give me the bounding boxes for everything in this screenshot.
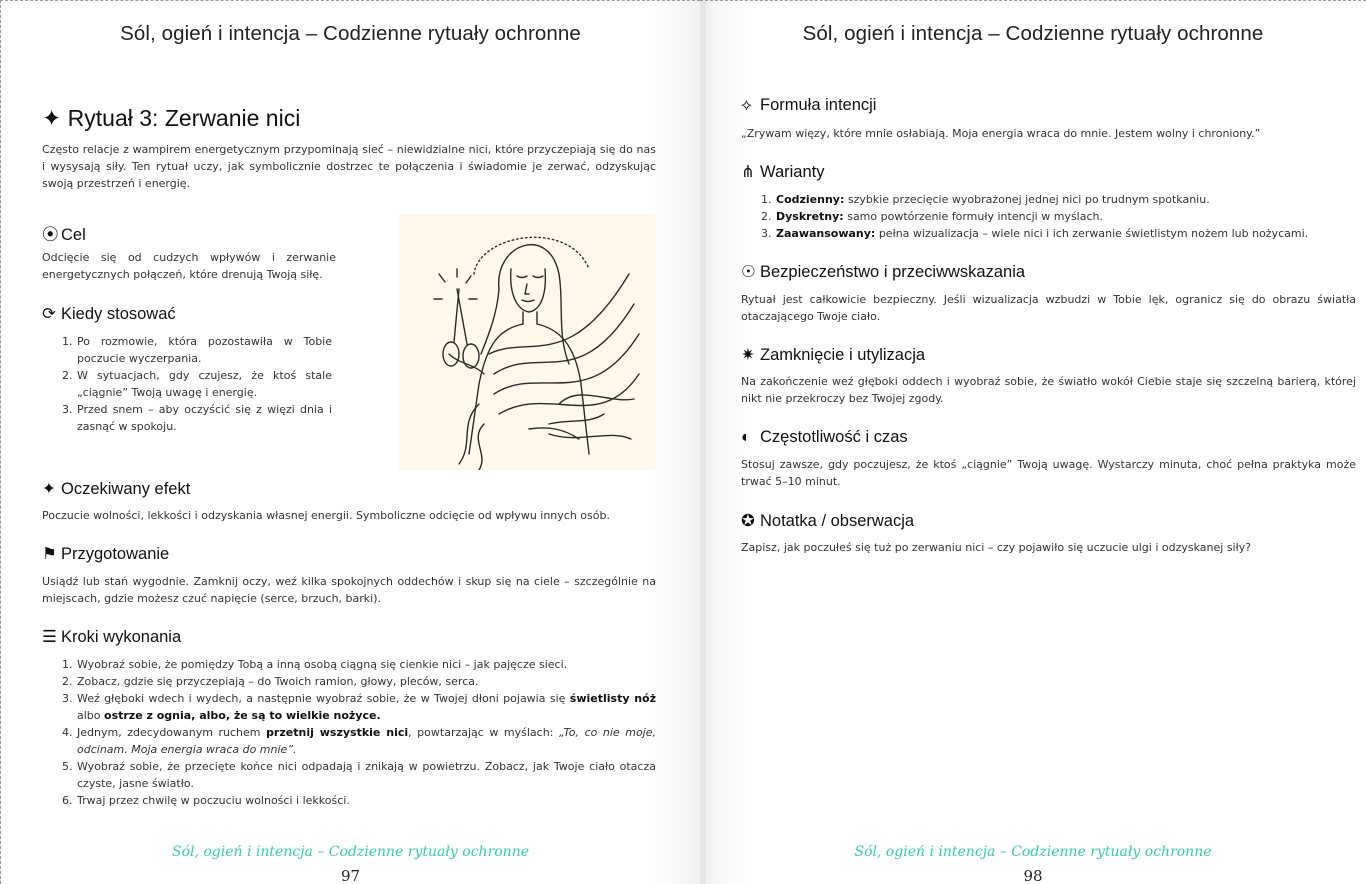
heading-text: Zamknięcie i utylizacja xyxy=(760,346,926,364)
list-icon: ☰ xyxy=(42,628,57,646)
step-item: 1. Wyobraź sobie, że pomiędzy Tobą a inną osobą ciągną się cienkie nici – jak pajęcze sieci. xyxy=(76,656,656,673)
ritual-illustration xyxy=(399,214,656,470)
woman-cutting-threads-image xyxy=(399,214,656,470)
target-icon: ⦿ xyxy=(42,226,59,244)
step-item: 3. Weź głęboki wdech i wydech, a następnie wyobraź sobie, że w Twojej dłoni pojawia się świetlisty nóż albo ostrze z ognia, albo, że są to wielkie nożyce. xyxy=(76,690,656,724)
section-heading-efekt xyxy=(42,479,190,499)
section-heading-zamkniecie xyxy=(741,345,925,365)
list-item: 2. W sytuacjach, gdy czujesz, że ktoś stale „ciągnie” Twoją uwagę i energię. xyxy=(76,367,332,401)
flag-icon: ⚑ xyxy=(42,545,57,563)
heading-text: Kroki wykonania xyxy=(61,628,182,646)
section-heading-kroki xyxy=(42,627,181,647)
section-heading-czestotliwosc xyxy=(741,428,908,447)
emphasis: świetlisty nóż xyxy=(569,692,656,705)
przygotowanie-text: Usiądź lub stań wygodnie. Zamknij oczy, weź kilka spokojnych oddechów i skup się na ciele – szczególnie na miejscach, gdzie możesz czuć napięcie (serce, brzuch, barki). xyxy=(42,575,656,605)
heading-text: Częstotliwość i czas xyxy=(760,428,908,446)
heading-text: Warianty xyxy=(760,163,825,181)
heading-text: Oczekiwany efekt xyxy=(61,480,191,498)
heading-text: Notatka / obserwacja xyxy=(760,512,915,530)
heading-text: Cel xyxy=(61,226,86,244)
step-item: 5. Wyobraź sobie, że przecięte końce nici odpadają i znikają w powietrzu. Zobacz, jak Twoje ciało otacza czyste, jasne światło. xyxy=(76,758,656,792)
heading-text: Formuła intencji xyxy=(760,96,877,114)
heading-text: Bezpieczeństwo i przeciwwskazania xyxy=(760,263,1026,281)
quote: „To, co nie moje, odcinam. Moja energia wraca do mnie”. xyxy=(77,726,657,756)
list-item: 3. Przed snem – aby oczyścić się z więzi dnia i zasnąć w spokoju. xyxy=(76,401,332,435)
variant-item: 2. Dyskretny: samo powtórzenie formuły intencji w myślach. xyxy=(775,208,1356,225)
emphasis: przetnij wszystkie nici xyxy=(266,726,409,739)
star-burst-icon: ✷ xyxy=(741,346,755,364)
step-item: 6. Trwaj przez chwilę w poczuciu wolności i lekkości. xyxy=(76,792,656,809)
section-heading-warianty xyxy=(741,162,825,182)
heading-text: Przygotowanie xyxy=(61,545,170,563)
intro-paragraph: Często relacje z wampirem energetycznym przypominają sieć – niewidzialne nici, które przyczepiają się do nas i wysysają siły. Ten rytuał uczy, jak symbolicznie dostrzec te połączenia i świadomie je zerwać, odzyskując swoją przestrzeń i energię. xyxy=(42,143,656,190)
footer-book-title: Sól, ogień i intencja – Codzienne rytuały ochronne xyxy=(854,844,1212,860)
section-heading-notatka xyxy=(741,511,914,531)
cycle-icon: ⟳ xyxy=(42,305,56,323)
variants-list xyxy=(741,191,1356,242)
running-head: Sól, ogień i intencja – Codzienne rytuały ochronne xyxy=(802,22,1264,45)
step-item: 2. Zobacz, gdzie się przyczepiają – do Twoich ramion, głowy, pleców, serca. xyxy=(76,673,656,690)
section-heading-cel xyxy=(42,221,86,245)
steps-list xyxy=(42,656,656,809)
formula-text: „Zrywam więzy, które mnie osłabiają. Moja energia wraca do mnie. Jestem wolny i chroniony.” xyxy=(741,127,1261,140)
running-head: Sól, ogień i intencja – Codzienne rytuały ochronne xyxy=(120,22,581,45)
page-number: 97 xyxy=(340,867,361,884)
sparkle-icon: ✦ xyxy=(42,480,56,498)
section-heading-formula xyxy=(741,96,876,115)
ritual-title: ✦ Rytuał 3: Zerwanie nici xyxy=(42,105,301,131)
variant-item: 3. Zaawansowany: pełna wizualizacja – wiele nici i ich zerwanie świetlistym nożem lub nożycami. xyxy=(775,225,1356,242)
half-moon-icon: ◐ xyxy=(741,428,751,446)
list-item: 1. Po rozmowie, która pozostawiła w Tobie poczucie wyczerpania. xyxy=(76,333,332,367)
page-98 xyxy=(700,0,1366,884)
fork-icon: ⋔ xyxy=(741,163,755,181)
footer-book-title: Sól, ogień i intencja – Codzienne rytuały ochronne xyxy=(171,844,530,860)
notatka-text: Zapisz, jak poczułeś się tuż po zerwaniu nici – czy pojawiło się uczucie ulgi i odzyskanej siły? xyxy=(741,541,1252,554)
step-item: 4. Jednym, zdecydowanym ruchem przetnij wszystkie nici, powtarzając w myślach: „To, co nie moje, odcinam. Moja energia wraca do mnie”. xyxy=(76,724,656,758)
heading-text: Kiedy stosować xyxy=(61,305,176,323)
intention-icon: ⟡ xyxy=(741,96,752,114)
when-list xyxy=(42,333,332,435)
page-number: 98 xyxy=(1023,867,1043,884)
czestotliwosc-text: Stosuj zawsze, gdy poczujesz, że ktoś „ciągnie” Twoją uwagę. Wystarczy minuta, choć pełna praktyka może trwać 5–10 minut. xyxy=(741,458,1356,488)
variant-item: 1. Codzienny: szybkie przecięcie wyobrażonej jednej nici po trudnym spotkaniu. xyxy=(775,191,1356,208)
zamkniecie-text: Na zakończenie weź głęboki oddech i wyobraź sobie, że światło wokół Ciebie staje się szczelną barierą, której nikt nie przekroczy bez Twojej zgody. xyxy=(741,375,1356,405)
cel-text: Odcięcie się od cudzych wpływów i zerwanie energetycznych połączeń, które drenują Twoją siłę. xyxy=(42,251,336,281)
emphasis: ostrze z ognia, albo, że są to wielkie nożyce. xyxy=(104,709,381,722)
star-circle-icon: ✪ xyxy=(741,512,755,530)
section-heading-przygotowanie xyxy=(42,544,169,564)
efekt-text: Poczucie wolności, lekkości i odzyskania własnej energii. Symboliczne odcięcie od wpływu innych osób. xyxy=(42,509,610,522)
section-heading-kiedy xyxy=(42,304,176,324)
bezpieczenstwo-text: Rytuał jest całkowicie bezpieczny. Jeśli wizualizacja wzbudzi w Tobie lęk, ogranicz się do obrazu światła otaczającego Twoje ciało. xyxy=(741,293,1356,323)
sun-icon: ☉ xyxy=(741,263,756,281)
section-heading-bezpieczenstwo xyxy=(741,262,1025,282)
